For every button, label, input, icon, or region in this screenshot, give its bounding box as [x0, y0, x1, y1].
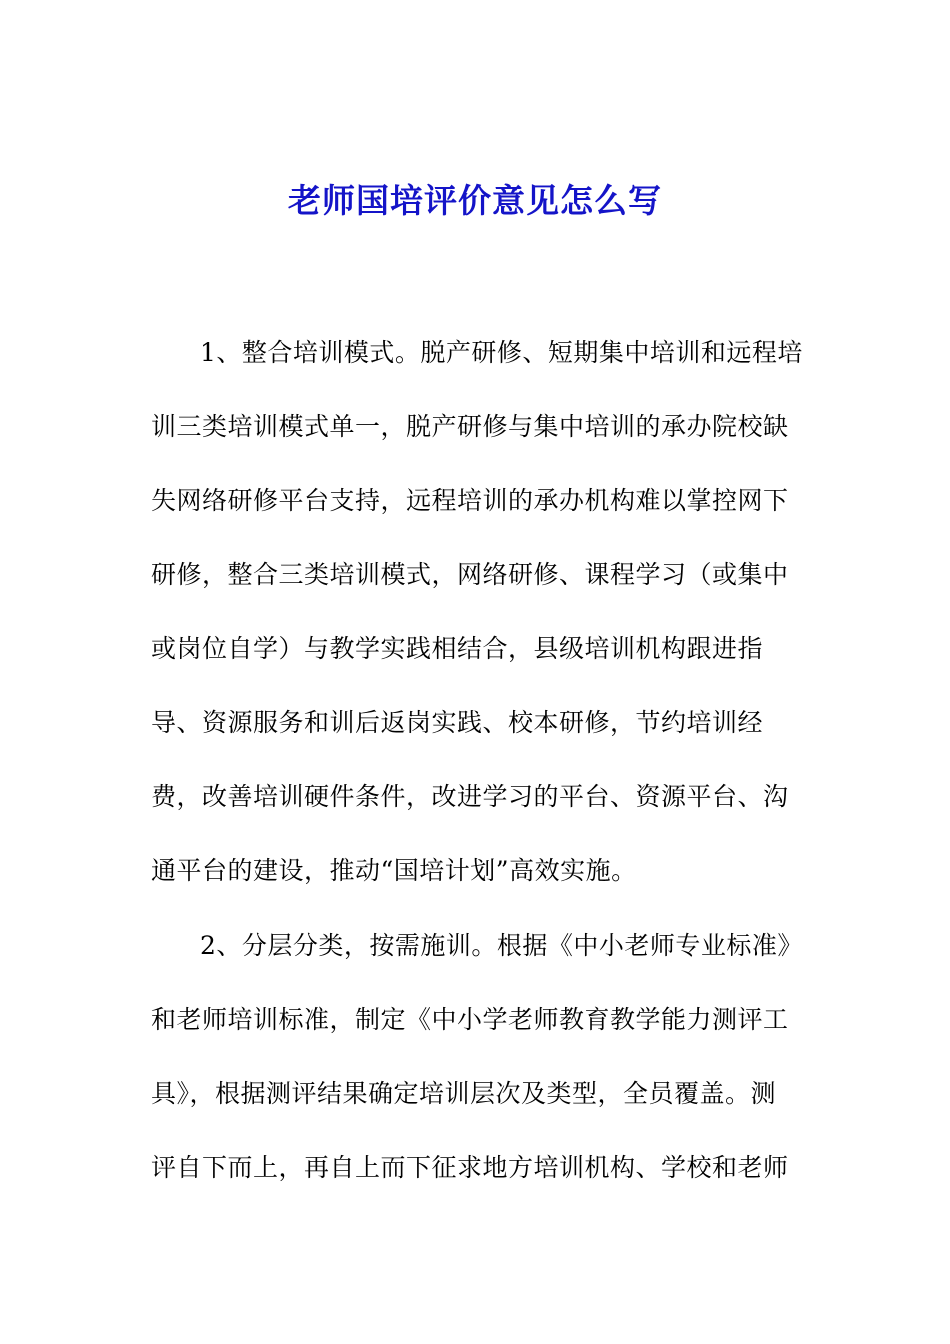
- paragraph-1-line-3: 失网络研修平台支持，远程培训的承办机构难以掌控网下: [151, 486, 789, 515]
- paragraph-1-line-4: 研修，整合三类培训模式，网络研修、课程学习（或集中: [151, 560, 789, 589]
- paragraph-2-line-1: 2、分层分类，按需施训。根据《中小老师专业标准》: [200, 931, 803, 960]
- paragraph-1-line-8: 通平台的建设，推动“国培计划”高效实施。: [151, 856, 637, 885]
- paragraph-2-line-3: 具》，根据测评结果确定培训层次及类型，全员覆盖。测: [151, 1079, 777, 1108]
- paragraph-1-line-6: 导、资源服务和训后返岗实践、校本研修，节约培训经: [151, 708, 764, 737]
- paragraph-1-line-2: 训三类培训模式单一，脱产研修与集中培训的承办院校缺: [151, 412, 789, 441]
- document-title: 老师国培评价意见怎么写: [288, 181, 662, 220]
- paragraph-1-line-1: 1、整合培训模式。脱产研修、短期集中培训和远程培: [200, 338, 803, 367]
- paragraph-1-line-5: 或岗位自学）与教学实践相结合，县级培训机构跟进指: [151, 634, 764, 663]
- paragraph-2-line-2: 和老师培训标准，制定《中小学老师教育教学能力测评工: [151, 1005, 789, 1034]
- paragraph-2-line-4: 评自下而上，再自上而下征求地方培训机构、学校和老师: [151, 1153, 789, 1182]
- paragraph-1-line-7: 费，改善培训硬件条件，改进学习的平台、资源平台、沟: [151, 782, 789, 811]
